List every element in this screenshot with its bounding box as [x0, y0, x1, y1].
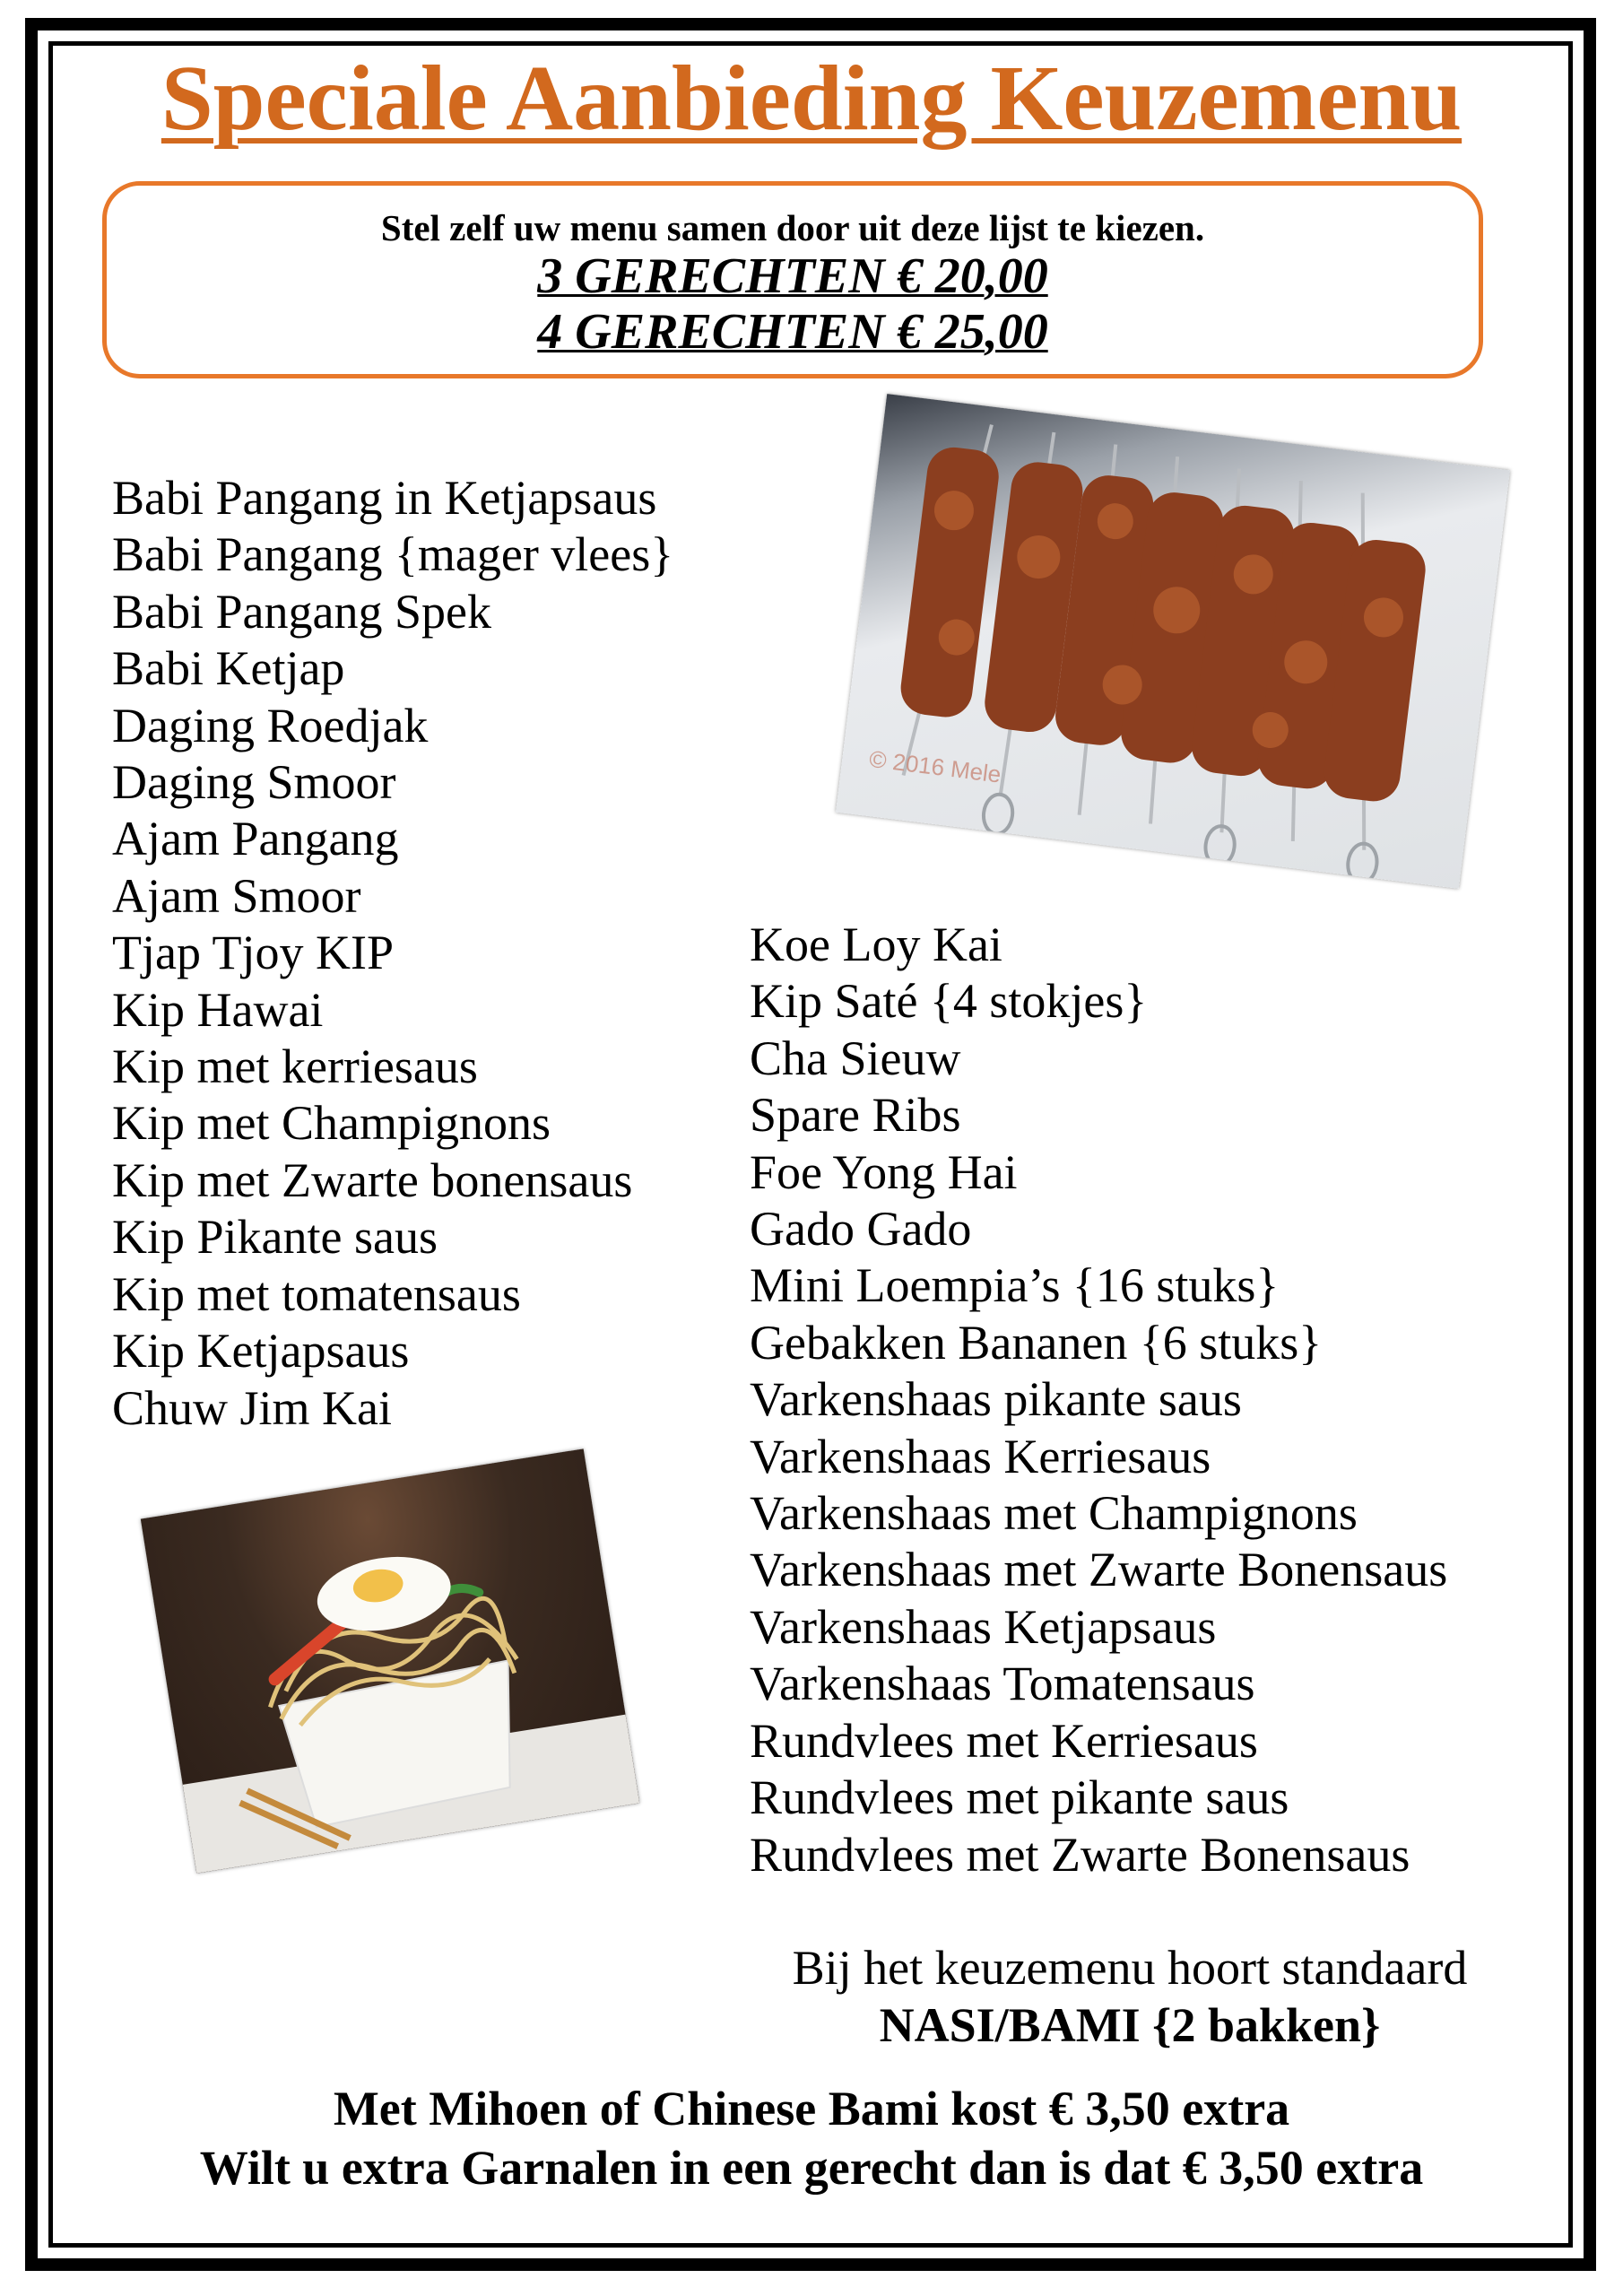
list-item: Kip met Champignons: [112, 1096, 551, 1151]
noodles-photo: [141, 1448, 639, 1873]
list-item: Varkenshaas pikante saus: [750, 1372, 1242, 1427]
footer-notes: [0, 2079, 1623, 2197]
list-item: Babi Pangang {mager vlees}: [112, 527, 674, 582]
dish-list-left: [112, 470, 673, 1437]
menu-title: Speciale Aanbieding Keuzemenu: [161, 47, 1462, 150]
list-item: Babi Pangang Spek: [112, 584, 491, 639]
noodles-illustration: [141, 1448, 639, 1873]
list-item: Kip Hawai: [112, 982, 324, 1037]
standard-note-line1: Bij het keuzemenu hoort standaard: [792, 1941, 1468, 1995]
list-item: Kip met kerriesaus: [112, 1039, 478, 1094]
list-item: Kip Saté {4 stokjes}: [750, 974, 1148, 1029]
list-item: Chuw Jim Kai: [112, 1380, 393, 1435]
list-item: Ajam Pangang: [112, 812, 399, 866]
list-item: Kip met Zwarte bonensaus: [112, 1152, 633, 1207]
list-item: Rundvlees met Zwarte Bonensaus: [750, 1827, 1410, 1882]
list-item: Mini Loempia’s {16 stuks}: [750, 1258, 1280, 1313]
list-item: Rundvlees met Kerriesaus: [750, 1713, 1258, 1768]
list-item: Tjap Tjoy KIP: [112, 926, 394, 980]
list-item: Kip Pikante saus: [112, 1210, 438, 1265]
offer-intro: Stel zelf uw menu samen door uit deze lijst te kiezen.: [380, 207, 1205, 248]
list-item: Cha Sieuw: [750, 1031, 961, 1085]
list-item: Spare Ribs: [750, 1088, 961, 1143]
list-item: Varkenshaas Ketjapsaus: [750, 1599, 1217, 1654]
skewers-illustration: [836, 394, 1510, 889]
list-item: Gado Gado: [750, 1202, 972, 1257]
list-item: Kip Ketjapsaus: [112, 1324, 410, 1378]
photo-watermark: © 2016 Mele: [867, 744, 1003, 788]
list-item: Koe Loy Kai: [750, 918, 1002, 971]
list-item: Gebakken Bananen {6 stuks}: [750, 1315, 1323, 1370]
list-item: Varkenshaas Kerriesaus: [750, 1429, 1211, 1483]
footer-line2: Wilt u extra Garnalen in een gerecht dan is dat € 3,50 extra: [199, 2141, 1424, 2195]
dish-list-right: [750, 917, 1447, 1883]
list-item: Rundvlees met pikante saus: [750, 1770, 1289, 1825]
list-item: Babi Ketjap: [112, 641, 345, 696]
standard-note: [735, 1939, 1524, 2054]
offer-price-3: 3 GERECHTEN € 20,00: [537, 248, 1048, 305]
list-item: Foe Yong Hai: [750, 1144, 1018, 1199]
list-item: Ajam Smoor: [112, 868, 361, 923]
list-item: Varkenshaas met Zwarte Bonensaus: [750, 1543, 1448, 1597]
list-item: Kip met tomatensaus: [112, 1266, 521, 1321]
list-item: Babi Pangang in Ketjapsaus: [112, 471, 657, 525]
offer-price-4: 4 GERECHTEN € 25,00: [537, 303, 1048, 360]
standard-note-line2: NASI/BAMI {2 bakken}: [879, 1998, 1381, 2052]
skewers-photo: [836, 394, 1510, 889]
offer-box: [102, 181, 1483, 378]
list-item: Varkenshaas Tomatensaus: [750, 1657, 1255, 1711]
list-item: Daging Smoor: [112, 755, 396, 810]
footer-line1: Met Mihoen of Chinese Bami kost € 3,50 extra: [333, 2082, 1290, 2135]
list-item: Daging Roedjak: [112, 698, 429, 752]
list-item: Varkenshaas met Champignons: [750, 1486, 1358, 1541]
